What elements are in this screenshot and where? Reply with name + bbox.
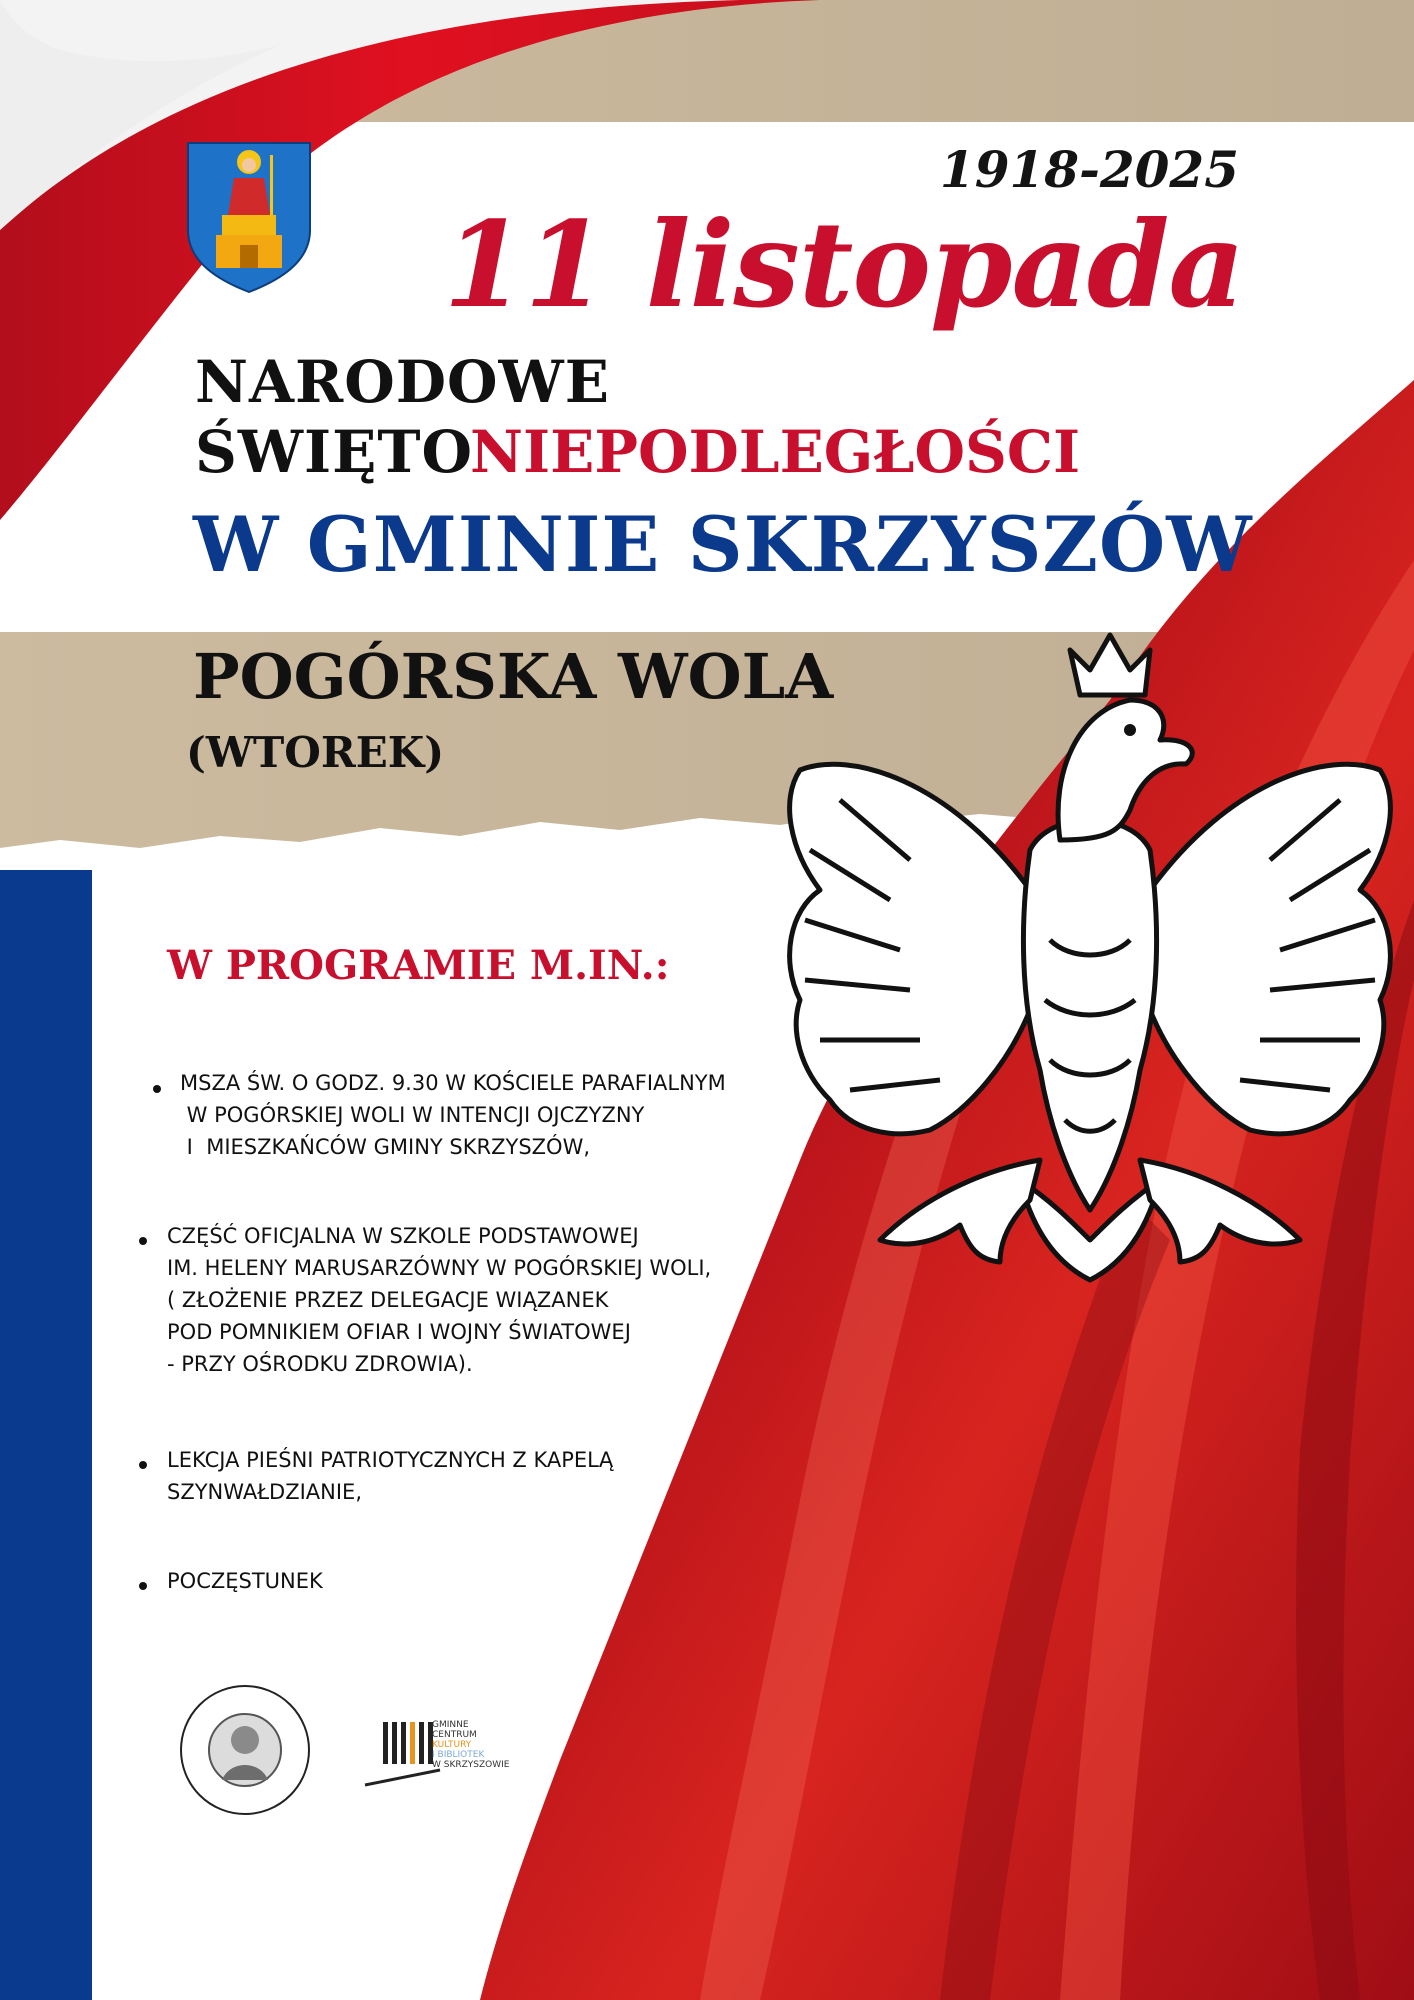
- program-item-2: CZĘŚĆ OFICJALNA W SZKOLE PODSTAWOWEJ IM. HELENY MARUSARZÓWNY W POGÓRSKIEJ WOLI, ( ZŁOŻENIE PRZEZ DELEGACJE WIĄZANEK POD POMNIKIEM OFIAR I WOJNY ŚWIATOWEJ - PRZY OŚRODKU ZDROWIA).: [167, 1224, 712, 1376]
- title-line-2b: NIEPODLEGŁOŚCI: [470, 418, 1081, 486]
- program-heading: W PROGRAMIE M.IN.:: [167, 942, 670, 989]
- program-item-3: LEKCJA PIEŚNI PATRIOTYCZNYCH Z KAPELĄ SZYNWAŁDZIANIE,: [167, 1448, 614, 1504]
- gck-logo-text: [432, 1720, 510, 1770]
- title-line-1: NARODOWE: [195, 348, 610, 416]
- bullet-icon: [153, 1085, 161, 1093]
- gck-line-2: CENTRUM: [432, 1730, 477, 1740]
- event-place: POGÓRSKA WOLA: [193, 640, 834, 713]
- title-line-3: W GMINIE SKRZYSZÓW: [193, 500, 1253, 589]
- event-day: (WTOREK): [186, 728, 445, 777]
- bullet-icon: [139, 1461, 147, 1469]
- school-logo: [181, 1686, 309, 1814]
- gck-line-1: GMINNE: [432, 1720, 469, 1730]
- gck-line-3: KULTURY: [432, 1740, 472, 1750]
- gck-logo-bars: [365, 1722, 440, 1785]
- bullet-icon: [139, 1237, 147, 1245]
- years-range: 1918-2025: [939, 140, 1239, 199]
- gck-line-4: I BIBLIOTEK: [432, 1750, 485, 1760]
- program-item-4: POCZĘSTUNEK: [167, 1569, 323, 1593]
- title-line-2a: ŚWIĘTO: [195, 418, 474, 486]
- event-date: 11 listopada: [443, 195, 1244, 334]
- program-item-1: MSZA ŚW. O GODZ. 9.30 W KOŚCIELE PARAFIALNYM W POGÓRSKIEJ WOLI W INTENCJI OJCZYZNY I MIESZKAŃCÓW GMINY SKRZYSZÓW,: [180, 1071, 726, 1159]
- bullet-icon: [139, 1582, 147, 1590]
- gck-line-5: W SKRZYSZOWIE: [432, 1760, 510, 1770]
